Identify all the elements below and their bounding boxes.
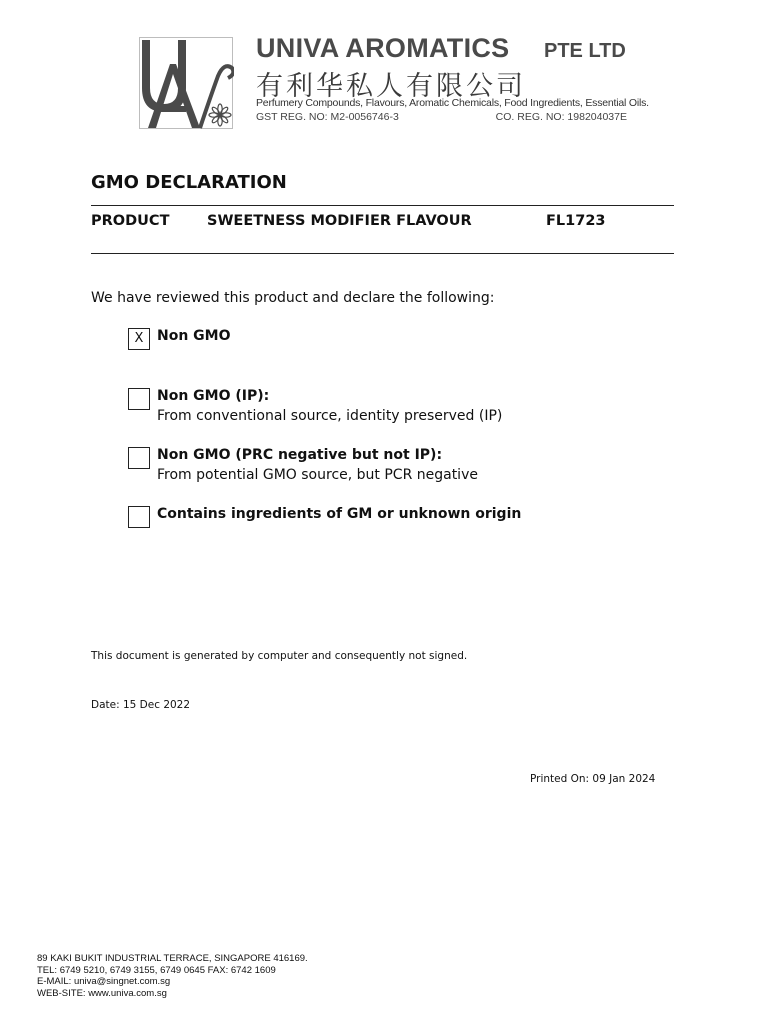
product-label: PRODUCT — [91, 213, 170, 229]
company-tagline: Perfumery Compounds, Flavours, Aromatic Chemicals, Food Ingredients, Essential Oils. — [256, 97, 649, 109]
computer-generated-note: This document is generated by computer and consequently not signed. — [91, 650, 468, 662]
checkbox-non-gmo-pcr[interactable] — [128, 447, 150, 469]
option-description: From potential GMO source, but PCR negative — [157, 467, 478, 483]
gst-registration: GST REG. NO: M2-0056746-3 — [256, 111, 399, 123]
company-suffix: PTE LTD — [544, 40, 626, 62]
product-code: FL1723 — [546, 213, 606, 229]
option-title: Non GMO (IP): — [157, 388, 270, 404]
footer-contact — [37, 953, 308, 999]
checkbox-non-gmo[interactable]: X — [128, 328, 150, 350]
company-registration: CO. REG. NO: 198204037E — [495, 111, 627, 123]
option-description: From conventional source, identity preserved (IP) — [157, 408, 503, 424]
option-title: Non GMO — [157, 328, 231, 344]
footer-phone-fax: TEL: 6749 5210, 6749 3155, 6749 0645 FAX: 6742 1609 — [37, 964, 276, 976]
divider-bottom — [91, 253, 674, 254]
declaration-date: Date: 15 Dec 2022 — [91, 699, 191, 711]
company-name: UNIVA AROMATICS — [256, 33, 510, 63]
footer-email: E-MAIL: univa@singnet.com.sg — [37, 976, 171, 987]
company-logo — [139, 37, 233, 129]
product-name: SWEETNESS MODIFIER FLAVOUR — [207, 213, 472, 229]
checkbox-non-gmo-ip[interactable] — [128, 388, 150, 410]
company-chinese-name: 有利华私人有限公司 — [256, 71, 526, 102]
footer-website: WEB-SITE: www.univa.com.sg — [37, 987, 167, 999]
option-title: Non GMO (PRC negative but not IP): — [157, 447, 443, 463]
declaration-intro: We have reviewed this product and declare the following: — [91, 290, 495, 306]
univa-logo-icon — [140, 38, 234, 130]
document-title: GMO DECLARATION — [91, 172, 287, 193]
printed-on-date: Printed On: 09 Jan 2024 — [530, 773, 656, 785]
option-title: Contains ingredients of GM or unknown origin — [157, 506, 522, 522]
checkbox-gm-unknown[interactable] — [128, 506, 150, 528]
footer-address: 89 KAKI BUKIT INDUSTRIAL TERRACE, SINGAPORE 416169. — [37, 953, 308, 964]
divider-top — [91, 205, 674, 206]
